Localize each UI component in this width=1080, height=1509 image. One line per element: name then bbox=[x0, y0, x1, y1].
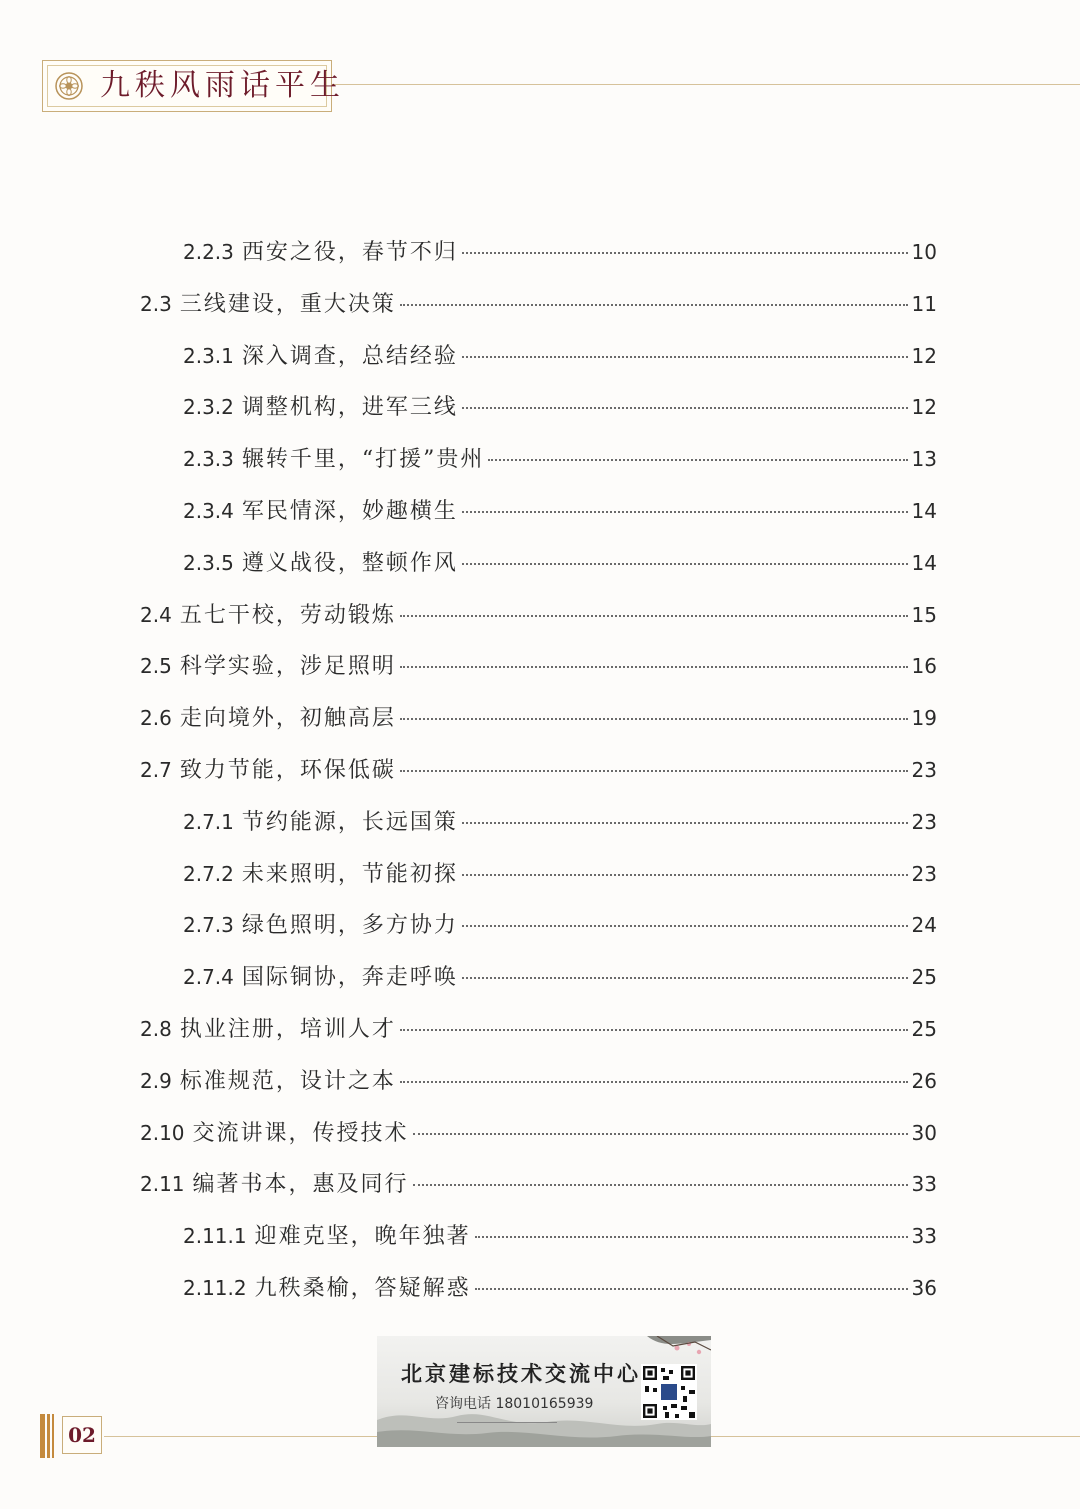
toc-entry-number: 2.11 bbox=[140, 1172, 185, 1196]
toc-dot-leader bbox=[413, 1132, 908, 1135]
ad-banner[interactable] bbox=[377, 1336, 711, 1447]
toc-dot-leader bbox=[462, 976, 908, 979]
toc-entry-title: 标准规范，设计之本 bbox=[179, 1069, 396, 1094]
toc-entry-page: 12 bbox=[911, 395, 937, 419]
toc-entry-title: 调整机构，进军三线 bbox=[241, 395, 458, 420]
toc-entry[interactable] bbox=[183, 546, 937, 580]
toc-entry-title: 迎难克坚，晚年独著 bbox=[254, 1224, 471, 1249]
toc-entry-title: 九秩桑榆，答疑解惑 bbox=[254, 1276, 471, 1301]
toc-entry[interactable] bbox=[183, 390, 937, 424]
toc-entry[interactable] bbox=[140, 1064, 937, 1098]
toc-entry-number: 2.8 bbox=[140, 1017, 172, 1041]
toc-entry[interactable] bbox=[183, 1219, 937, 1253]
toc-entry[interactable] bbox=[183, 857, 937, 891]
toc-entry-page: 14 bbox=[911, 551, 937, 575]
toc-entry-title: 辗转千里，“打援”贵州 bbox=[241, 447, 485, 472]
toc-entry-page: 30 bbox=[911, 1121, 937, 1145]
toc-entry-page: 23 bbox=[911, 758, 937, 782]
qr-code-icon[interactable] bbox=[641, 1364, 697, 1420]
toc-entry-title: 绿色照明，多方协力 bbox=[241, 913, 458, 938]
toc-entry-page: 25 bbox=[911, 965, 937, 989]
toc-dot-leader bbox=[475, 1235, 908, 1238]
ad-title: 北京建标技术交流中心 bbox=[401, 1361, 641, 1386]
toc-entry-title: 军民情深，妙趣横生 bbox=[241, 499, 458, 524]
toc-dot-leader bbox=[400, 303, 908, 306]
toc-entry-number: 2.3.1 bbox=[183, 344, 234, 368]
toc-dot-leader bbox=[400, 717, 908, 720]
footer-bars-ornament bbox=[40, 1414, 56, 1458]
ad-phone: 咨询电话 18010165939 bbox=[435, 1396, 594, 1412]
toc-entry-number: 2.6 bbox=[140, 706, 172, 730]
toc-dot-leader bbox=[400, 769, 908, 772]
toc-entry-title: 编著书本，惠及同行 bbox=[192, 1172, 409, 1197]
toc-entry-number: 2.9 bbox=[140, 1069, 172, 1093]
toc-entry-title: 西安之役，春节不归 bbox=[241, 240, 458, 265]
toc-entry-page: 14 bbox=[911, 499, 937, 523]
toc-entry-title: 三线建设，重大决策 bbox=[179, 292, 396, 317]
toc-entry[interactable] bbox=[140, 1167, 937, 1201]
toc-entry-page: 19 bbox=[911, 706, 937, 730]
toc-entry[interactable] bbox=[183, 339, 937, 373]
toc-entry-title: 深入调查，总结经验 bbox=[241, 344, 458, 369]
toc-dot-leader bbox=[400, 1080, 908, 1083]
book-title: 九秩风雨话平生 bbox=[100, 68, 345, 103]
toc-dot-leader bbox=[462, 406, 908, 409]
toc-entry-number: 2.11.1 bbox=[183, 1224, 247, 1248]
toc-dot-leader bbox=[488, 458, 907, 461]
toc-entry[interactable] bbox=[140, 649, 937, 683]
toc-dot-leader bbox=[462, 562, 908, 565]
toc-entry-number: 2.5 bbox=[140, 654, 172, 678]
toc-dot-leader bbox=[462, 355, 908, 358]
toc-entry-page: 11 bbox=[911, 292, 937, 316]
toc-dot-leader bbox=[400, 1028, 908, 1031]
toc-dot-leader bbox=[400, 614, 908, 617]
toc-entry-number: 2.7.4 bbox=[183, 965, 234, 989]
toc-entry-number: 2.7 bbox=[140, 758, 172, 782]
toc-entry-number: 2.3 bbox=[140, 292, 172, 316]
toc-entry-title: 致力节能，环保低碳 bbox=[179, 758, 396, 783]
toc-dot-leader bbox=[462, 251, 908, 254]
toc-entry[interactable] bbox=[183, 235, 937, 269]
toc-entry-number: 2.3.2 bbox=[183, 395, 234, 419]
toc-entry-title: 未来照明，节能初探 bbox=[241, 862, 458, 887]
toc-entry[interactable] bbox=[183, 960, 937, 994]
toc-entry-number: 2.7.1 bbox=[183, 810, 234, 834]
toc-entry[interactable] bbox=[140, 598, 937, 632]
toc-entry-page: 15 bbox=[911, 603, 937, 627]
toc-entry-title: 走向境外，初触高层 bbox=[179, 706, 396, 731]
toc-entry-number: 2.11.2 bbox=[183, 1276, 247, 1300]
toc-dot-leader bbox=[462, 510, 908, 513]
toc-entry-page: 12 bbox=[911, 344, 937, 368]
toc-entry-title: 遵义战役，整顿作风 bbox=[241, 551, 458, 576]
toc-entry[interactable] bbox=[140, 1116, 937, 1150]
toc-entry-number: 2.3.4 bbox=[183, 499, 234, 523]
toc-entry-page: 33 bbox=[911, 1172, 937, 1196]
toc-entry[interactable] bbox=[140, 287, 937, 321]
toc-entry[interactable] bbox=[183, 442, 937, 476]
toc-dot-leader bbox=[413, 1183, 908, 1186]
toc-entry-page: 13 bbox=[911, 447, 937, 471]
toc-entry-page: 23 bbox=[911, 862, 937, 886]
toc-entry-page: 23 bbox=[911, 810, 937, 834]
toc-entry-title: 交流讲课，传授技术 bbox=[192, 1121, 409, 1146]
toc-entry-number: 2.7.3 bbox=[183, 913, 234, 937]
ad-divider bbox=[457, 1422, 557, 1423]
toc-entry[interactable] bbox=[183, 494, 937, 528]
toc-entry-number: 2.4 bbox=[140, 603, 172, 627]
toc-dot-leader bbox=[462, 821, 908, 824]
toc-entry-page: 25 bbox=[911, 1017, 937, 1041]
toc-entry[interactable] bbox=[183, 805, 937, 839]
toc-entry-number: 2.10 bbox=[140, 1121, 185, 1145]
toc-entry-page: 10 bbox=[911, 240, 937, 264]
toc-entry-title: 国际铜协，奔走呼唤 bbox=[241, 965, 458, 990]
toc-entry[interactable] bbox=[140, 701, 937, 735]
toc-dot-leader bbox=[462, 924, 908, 927]
toc-entry-page: 33 bbox=[911, 1224, 937, 1248]
toc-entry[interactable] bbox=[140, 753, 937, 787]
toc-entry-title: 节约能源，长远国策 bbox=[241, 810, 458, 835]
toc-entry-title: 科学实验，涉足照明 bbox=[179, 654, 396, 679]
toc-entry-number: 2.7.2 bbox=[183, 862, 234, 886]
toc-entry-number: 2.2.3 bbox=[183, 240, 234, 264]
toc-entry[interactable] bbox=[183, 908, 937, 942]
toc-dot-leader bbox=[462, 873, 908, 876]
toc-entry-page: 36 bbox=[911, 1276, 937, 1300]
toc-entry-page: 26 bbox=[911, 1069, 937, 1093]
toc-entry[interactable] bbox=[183, 1271, 937, 1305]
toc-entry-title: 五七干校，劳动锻炼 bbox=[179, 603, 396, 628]
page-number: 02 bbox=[62, 1416, 102, 1454]
toc-entry-number: 2.3.3 bbox=[183, 447, 234, 471]
toc-dot-leader bbox=[400, 665, 908, 668]
toc-dot-leader bbox=[475, 1287, 908, 1290]
toc-entry-title: 执业注册，培训人才 bbox=[179, 1017, 396, 1042]
toc-entry[interactable] bbox=[140, 1012, 937, 1046]
toc-entry-page: 24 bbox=[911, 913, 937, 937]
toc-entry-page: 16 bbox=[911, 654, 937, 678]
toc-entry-number: 2.3.5 bbox=[183, 551, 234, 575]
